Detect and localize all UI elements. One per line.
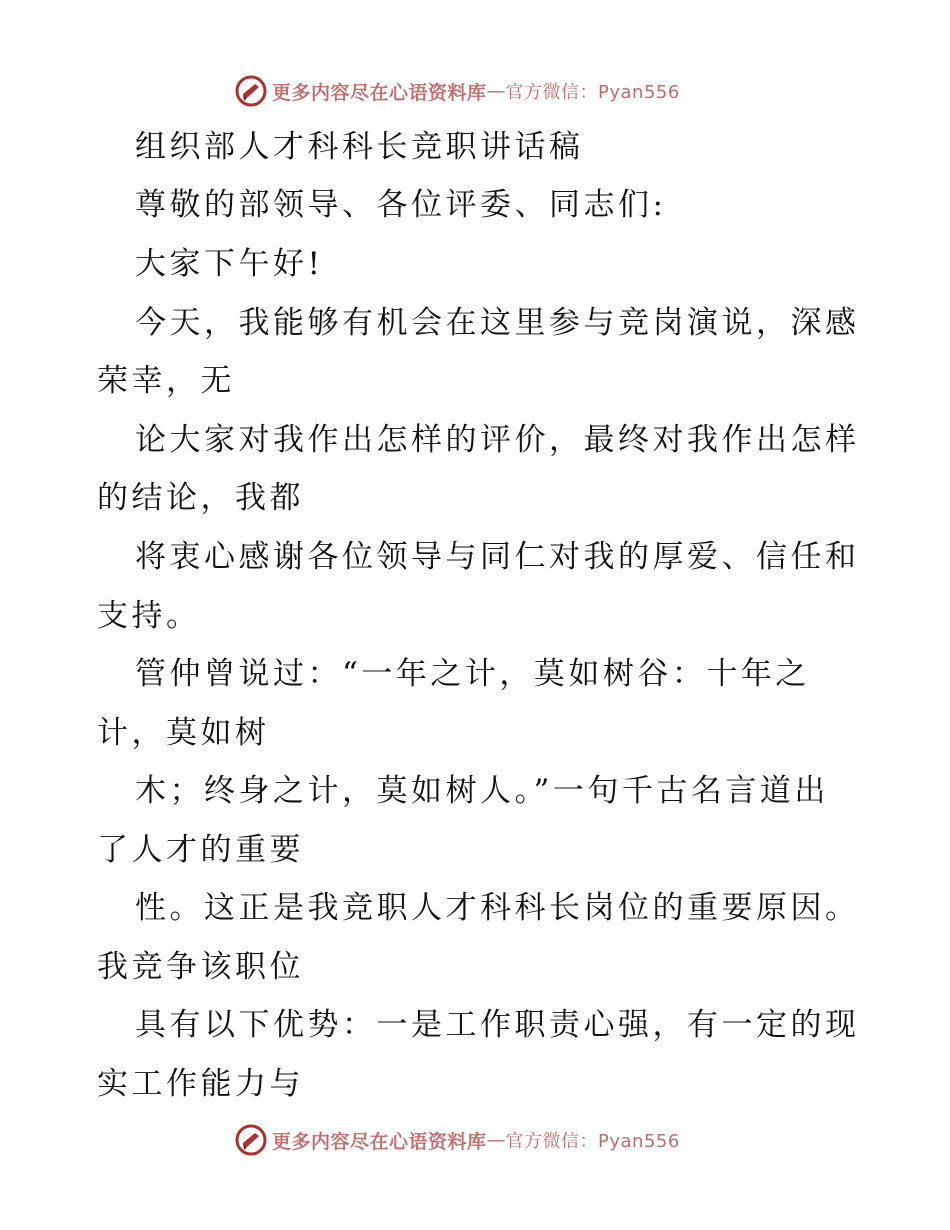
watermark-separator: — xyxy=(486,80,506,102)
text-line: 计，莫如树 xyxy=(97,715,270,751)
text-line: 大家下午好! xyxy=(135,246,324,282)
footer-watermark xyxy=(234,1120,680,1160)
brand-logo-icon xyxy=(234,74,268,108)
text-line: 实工作能力与 xyxy=(97,1066,304,1102)
text-line: 支持。 xyxy=(97,598,201,634)
text-line: 论大家对我作出怎样的评价，最终对我作出怎样 xyxy=(135,422,860,458)
text-line: 的结论，我都 xyxy=(97,480,304,516)
text-line: 我竞争该职位 xyxy=(97,949,304,985)
text-line: 性。这正是我竞职人才科科长岗位的重要原因。 xyxy=(135,890,860,926)
watermark-wechat-text: 官方微信：Pyan556 xyxy=(505,82,680,103)
text-line: 尊敬的部领导、各位评委、同志们: xyxy=(135,187,667,223)
text-line: 木；终身之计，莫如树人。”一句千古名言道出 xyxy=(135,773,829,809)
watermark-main-text: 更多内容尽在心语资料库 xyxy=(272,81,487,104)
watermark-wechat-text: 官方微信：Pyan556 xyxy=(505,1131,680,1152)
watermark-separator: — xyxy=(486,1129,506,1151)
text-line: 管仲曾说过：“一年之计，莫如树谷：十年之 xyxy=(135,656,810,692)
document-title: 组织部人才科科长竞职讲话稿 xyxy=(135,129,584,165)
text-line: 了人才的重要 xyxy=(97,832,304,868)
text-line: 将衷心感谢各位领导与同仁对我的厚爱、信任和 xyxy=(135,539,860,575)
text-line: 今天，我能够有机会在这里参与竞岗演说，深感 xyxy=(135,305,860,341)
text-line: 具有以下优势：一是工作职责心强，有一定的现 xyxy=(135,1007,860,1043)
header-watermark xyxy=(234,71,680,111)
watermark-main-text: 更多内容尽在心语资料库 xyxy=(272,1130,487,1153)
brand-logo-icon xyxy=(234,1123,268,1157)
text-line: 荣幸，无 xyxy=(97,363,235,399)
